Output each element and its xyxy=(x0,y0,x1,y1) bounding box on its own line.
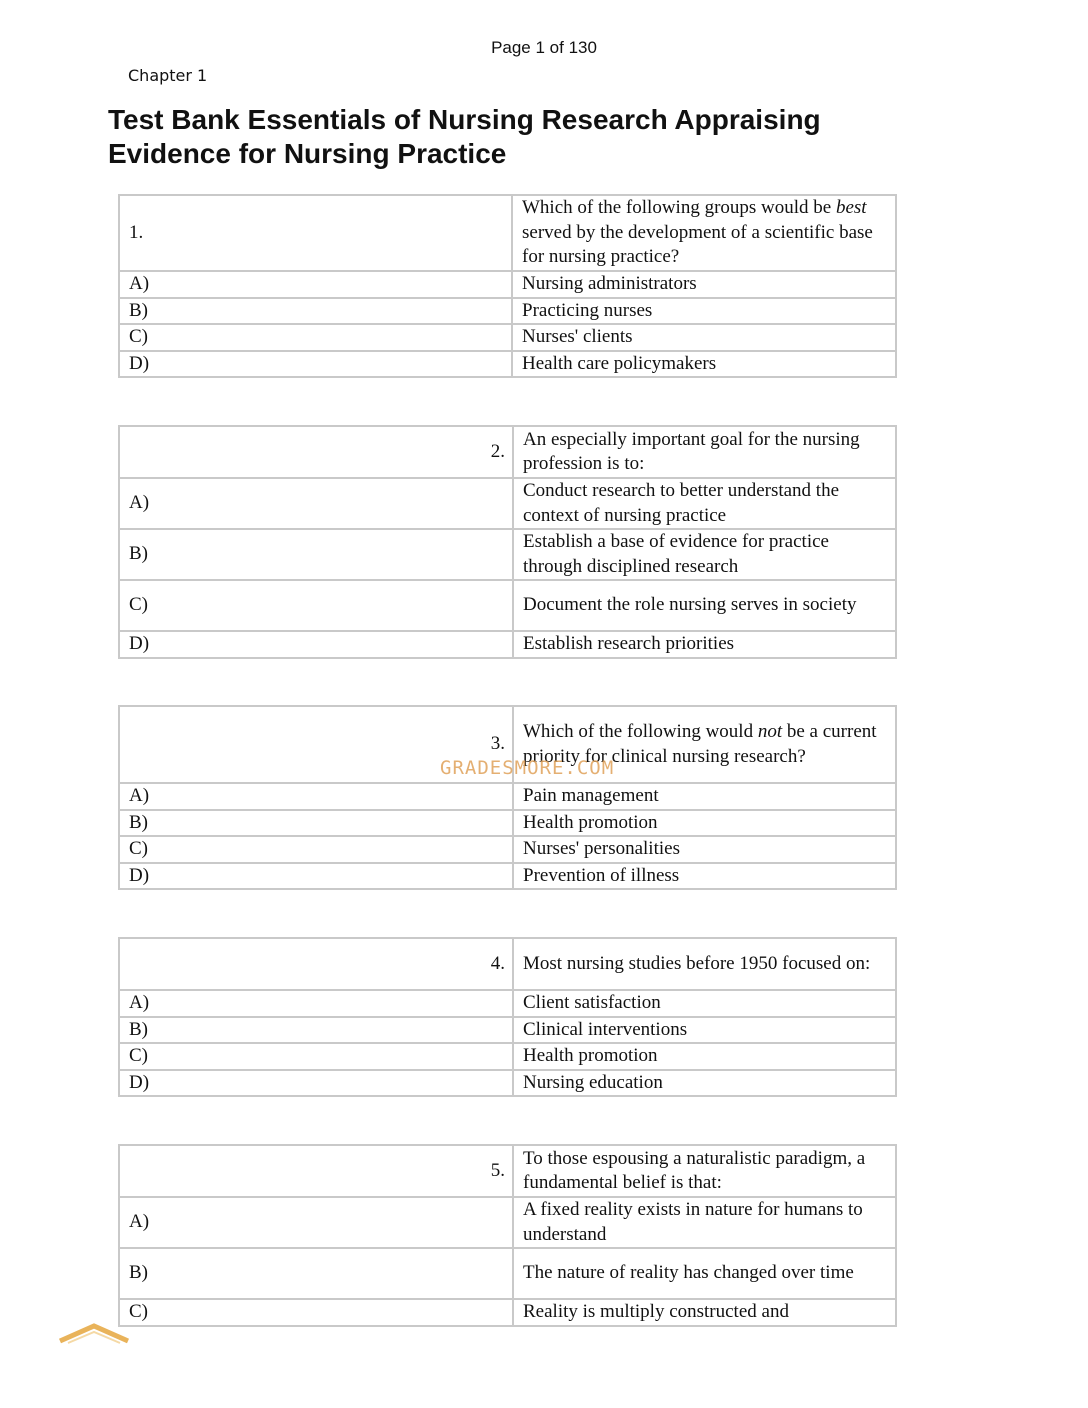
question-number: 2. xyxy=(119,426,513,478)
emphasis-text: not xyxy=(757,721,783,742)
option-text: The nature of reality has changed over time xyxy=(513,1248,896,1299)
emphasis-text: best xyxy=(835,197,867,219)
option-text: Document the role nursing serves in society xyxy=(513,580,896,631)
question-number: 3. xyxy=(119,706,513,783)
question-number: 1. xyxy=(119,195,512,271)
question-number: 4. xyxy=(119,938,513,990)
question-stem: Which of the following groups would be best served by the development of a scientific base for nursing practice? xyxy=(512,195,896,271)
roof-logo-icon xyxy=(58,1322,130,1344)
option-letter: B) xyxy=(119,1017,513,1044)
option-row xyxy=(119,271,896,298)
option-row xyxy=(119,529,896,580)
question-4-table xyxy=(118,937,897,1097)
option-row xyxy=(119,324,896,351)
option-letter: C) xyxy=(119,1299,513,1326)
option-row xyxy=(119,810,896,837)
option-letter: C) xyxy=(119,324,512,351)
option-row xyxy=(119,631,896,658)
option-text: Nursing education xyxy=(513,1070,896,1097)
option-text: Nurses' personalities xyxy=(513,836,896,863)
option-text: Health care policymakers xyxy=(512,351,896,378)
option-text: Health promotion xyxy=(513,810,896,837)
option-text: Conduct research to better understand the context of nursing practice xyxy=(513,478,896,529)
question-row xyxy=(119,195,896,271)
option-row xyxy=(119,1070,896,1097)
option-letter: D) xyxy=(119,631,513,658)
title-line-2: Evidence for Nursing Practice xyxy=(108,138,507,169)
option-text: Client satisfaction xyxy=(513,990,896,1017)
option-letter: D) xyxy=(119,1070,513,1097)
option-text: Prevention of illness xyxy=(513,863,896,890)
question-3-table xyxy=(118,705,897,890)
title-line-1: Test Bank Essentials of Nursing Research Appraising xyxy=(108,104,821,135)
option-text: Nurses' clients xyxy=(512,324,896,351)
option-letter: B) xyxy=(119,1248,513,1299)
option-letter: C) xyxy=(119,580,513,631)
option-letter: A) xyxy=(119,478,513,529)
option-text: Pain management xyxy=(513,783,896,810)
option-letter: C) xyxy=(119,1043,513,1070)
option-text: Establish research priorities xyxy=(513,631,896,658)
question-row xyxy=(119,426,896,478)
option-letter: C) xyxy=(119,836,513,863)
option-text: Reality is multiply constructed and xyxy=(513,1299,896,1326)
question-row xyxy=(119,1145,896,1197)
option-letter: A) xyxy=(119,271,512,298)
option-row xyxy=(119,1043,896,1070)
option-letter: D) xyxy=(119,351,512,378)
option-text: Practicing nurses xyxy=(512,298,896,325)
question-stem: An especially important goal for the nursing profession is to: xyxy=(513,426,896,478)
option-text: Establish a base of evidence for practice through disciplined research xyxy=(513,529,896,580)
option-row xyxy=(119,863,896,890)
option-row xyxy=(119,990,896,1017)
option-text: Nursing administrators xyxy=(512,271,896,298)
question-stem: To those espousing a naturalistic paradigm, a fundamental belief is that: xyxy=(513,1145,896,1197)
question-2-table xyxy=(118,425,897,659)
option-row xyxy=(119,298,896,325)
option-row xyxy=(119,1017,896,1044)
option-row xyxy=(119,783,896,810)
question-row xyxy=(119,938,896,990)
option-letter: A) xyxy=(119,990,513,1017)
option-letter: D) xyxy=(119,863,513,890)
question-stem: Which of the following would not be a current priority for clinical nursing research? xyxy=(513,706,896,783)
option-letter: A) xyxy=(119,1197,513,1248)
question-5-table xyxy=(118,1144,897,1327)
question-number: 5. xyxy=(119,1145,513,1197)
chapter-label: Chapter 1 xyxy=(128,66,208,85)
option-text: A fixed reality exists in nature for humans to understand xyxy=(513,1197,896,1248)
option-letter: B) xyxy=(119,298,512,325)
page-number: Page 1 of 130 xyxy=(491,38,597,57)
document-title xyxy=(108,103,1008,171)
question-1-table xyxy=(118,194,897,378)
option-row xyxy=(119,351,896,378)
option-text: Clinical interventions xyxy=(513,1017,896,1044)
option-letter: B) xyxy=(119,529,513,580)
option-row xyxy=(119,478,896,529)
question-stem: Most nursing studies before 1950 focused on: xyxy=(513,938,896,990)
option-letter: B) xyxy=(119,810,513,837)
option-letter: A) xyxy=(119,783,513,810)
option-row xyxy=(119,580,896,631)
option-row xyxy=(119,836,896,863)
watermark-text: GRADESMORE.COM xyxy=(440,757,615,779)
option-text: Health promotion xyxy=(513,1043,896,1070)
option-row xyxy=(119,1299,896,1326)
option-row xyxy=(119,1248,896,1299)
option-row xyxy=(119,1197,896,1248)
